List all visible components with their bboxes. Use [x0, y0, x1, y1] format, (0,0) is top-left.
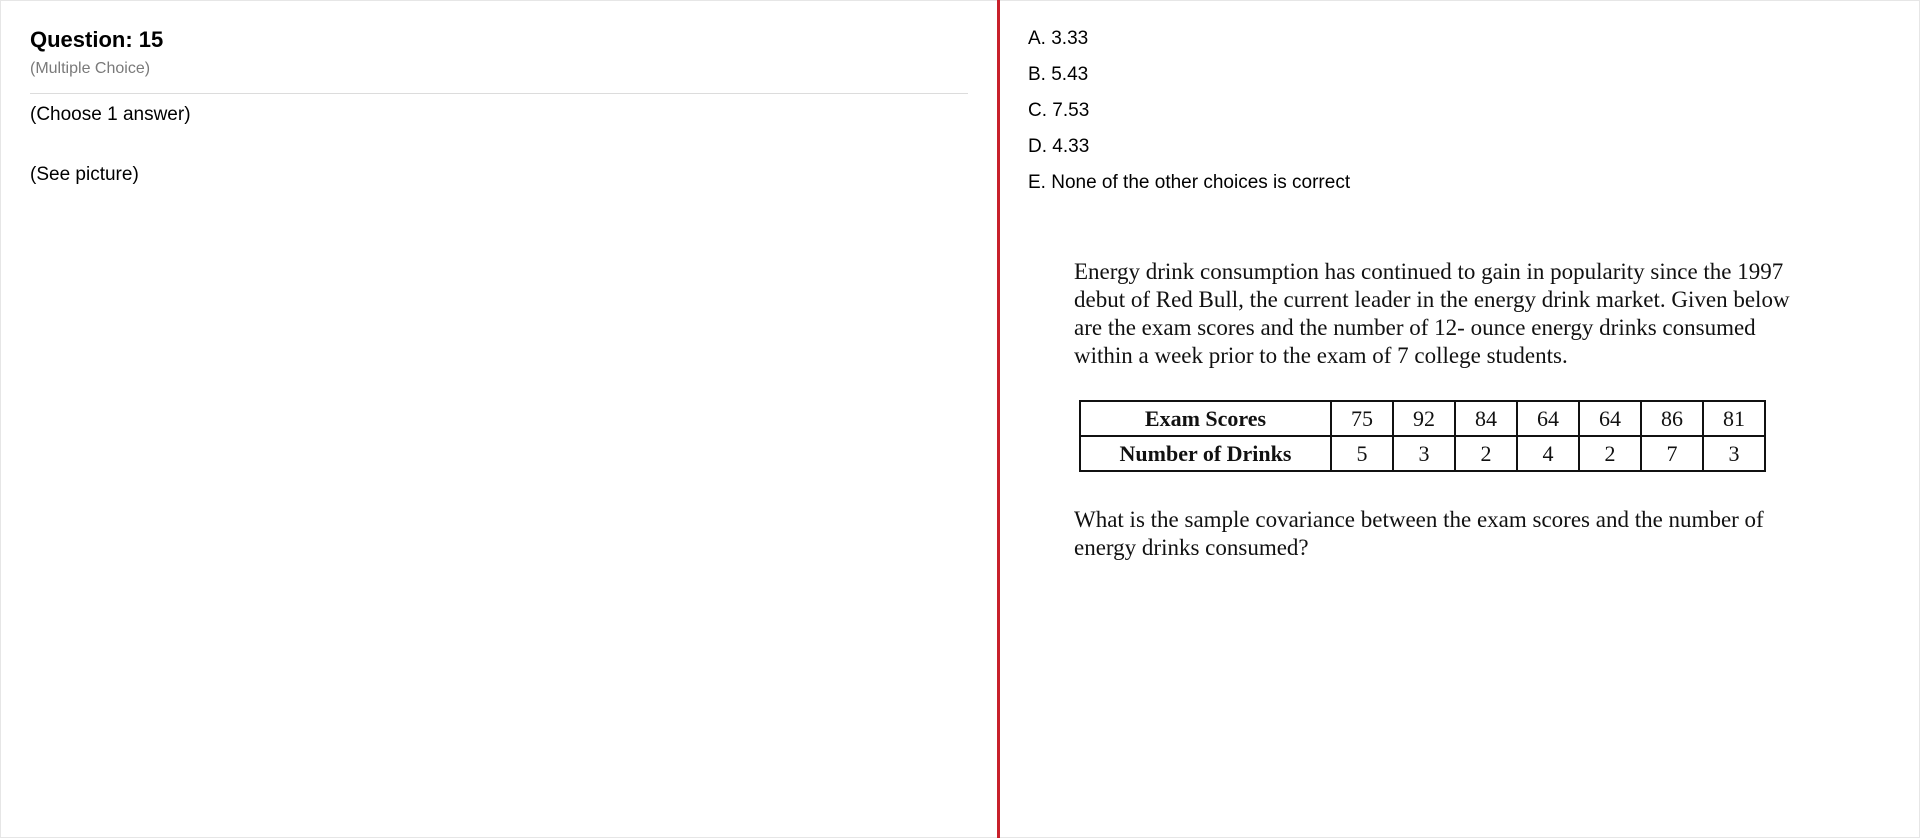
table-cell: 4: [1517, 436, 1579, 471]
choice-d[interactable]: D. 4.33: [1028, 136, 1090, 157]
table-edge: [1765, 401, 1768, 436]
table-edge: [1765, 436, 1768, 471]
question-title: Question: 15: [30, 27, 164, 52]
question-prompt: (See picture): [30, 164, 139, 185]
choice-list: [1028, 27, 1350, 207]
table-row: [1080, 436, 1768, 471]
table-cell: 92: [1393, 401, 1455, 436]
table-cell: 2: [1579, 436, 1641, 471]
row-header-exam-scores: Exam Scores: [1080, 401, 1331, 436]
table-cell: 2: [1455, 436, 1517, 471]
answer-instruction: (Choose 1 answer): [30, 104, 191, 125]
row-header-number-of-drinks: Number of Drinks: [1080, 436, 1331, 471]
question-type: (Multiple Choice): [30, 60, 151, 77]
choice-e[interactable]: E. None of the other choices is correct: [1028, 172, 1351, 193]
table-cell: 3: [1393, 436, 1455, 471]
choice-b[interactable]: B. 5.43: [1028, 64, 1089, 85]
table-cell: 84: [1455, 401, 1517, 436]
picture-question-text: What is the sample covariance between the exam scores and the number of energy drinks consumed?: [1074, 507, 1764, 560]
choice-c[interactable]: C. 7.53: [1028, 100, 1090, 121]
answer-pane: [1000, 0, 1920, 838]
data-table: [1079, 400, 1768, 472]
choice-a[interactable]: A. 3.33: [1028, 28, 1089, 49]
table-row: [1080, 401, 1768, 436]
table-cell: 3: [1703, 436, 1765, 471]
table-cell: 75: [1331, 401, 1393, 436]
table-cell: 64: [1579, 401, 1641, 436]
table-cell: 81: [1703, 401, 1765, 436]
table-cell: 5: [1331, 436, 1393, 471]
question-picture: [1074, 258, 1794, 560]
table-cell: 86: [1641, 401, 1703, 436]
table-cell: 64: [1517, 401, 1579, 436]
table-cell: 7: [1641, 436, 1703, 471]
picture-intro-text: Energy drink consumption has continued to gain in popularity since the 1997 debut of Red Bull, the current leader in the energy drink market. Given below are the exam scores and the number of 12- ounce energy drinks consumed within a week prior to the exam of 7 college students.: [1074, 259, 1790, 368]
divider-line: [30, 93, 968, 94]
